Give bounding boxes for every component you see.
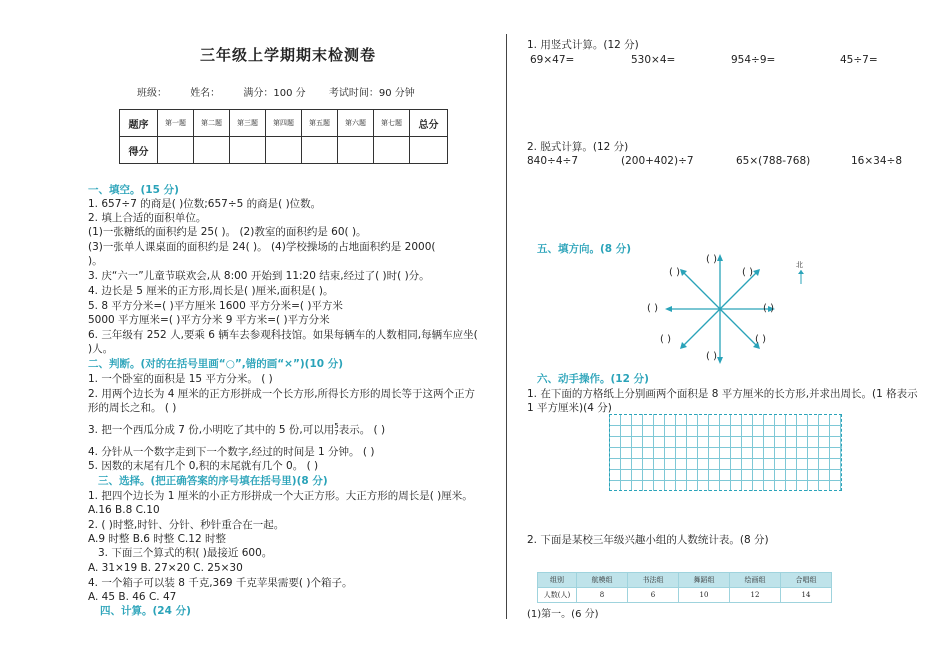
s1-line: 2. 填上合适的面积单位。: [88, 212, 207, 224]
r2-expr: 840÷4÷7: [527, 155, 578, 167]
section-1-heading: 一、填空。(15 分): [88, 184, 179, 196]
s2-line: 5. 因数的末尾有几个 0,积的末尾就有几个 0。 ( ): [88, 460, 319, 472]
s1-line: 1. 657÷7 的商是( )位数;657÷5 的商是( )位数。: [88, 198, 322, 210]
score-cell[interactable]: [338, 137, 374, 164]
s2-q3-text-b: 表示。 ( ): [338, 424, 386, 436]
class-label: 班级：: [137, 88, 167, 99]
section-2-heading: 二、判断。(对的在括号里画“○”,错的画“×”)(10 分): [88, 358, 344, 370]
score-total-head: 总分: [410, 110, 448, 137]
score-col: 第四题: [266, 110, 302, 137]
stat-header: 舞蹈组: [679, 573, 730, 588]
score-col: 第一题: [158, 110, 194, 137]
r1-heading: 1. 用竖式计算。(12 分): [527, 39, 639, 51]
s3-line: 3. 下面三个算式的积( )最接近 600。: [98, 547, 273, 559]
direction-blank-se[interactable]: ( ): [755, 334, 766, 345]
s2-line: 1. 一个卧室的面积是 15 平方分米。 ( ): [88, 373, 273, 385]
score-cell[interactable]: [302, 137, 338, 164]
north-arrow-icon: [798, 270, 804, 284]
r2-expr: (200+402)÷7: [621, 155, 694, 167]
s1-line: 3. 庆“六一”儿童节联欢会,从 8:00 开始到 11:20 结束,经过了( )时( )分。: [88, 270, 430, 282]
direction-blank-e[interactable]: ( ): [763, 303, 774, 314]
direction-blank-w[interactable]: ( ): [647, 303, 658, 314]
exam-time: 考试时间：90 分钟: [328, 88, 415, 99]
compass-rose: [663, 252, 777, 366]
section-4-heading: 四、计算。(24 分): [100, 605, 191, 617]
stat-cell: 14: [781, 588, 832, 603]
north-label: 北: [796, 261, 803, 269]
score-cell[interactable]: [410, 137, 448, 164]
arrowhead: [717, 254, 723, 261]
score-cell[interactable]: [230, 137, 266, 164]
direction-blank-s[interactable]: ( ): [706, 351, 717, 362]
s6-q1-line2: 1 平方厘米)(4 分): [527, 402, 612, 414]
s6-q1-line1: 1. 在下面的方格纸上分别画两个面积是 8 平方厘米的长方形,并求出周长。(1 格表示: [527, 388, 918, 400]
fraction-denominator: 7: [334, 429, 339, 437]
score-col: 第三题: [230, 110, 266, 137]
section-6-heading: 六、动手操作。(12 分): [537, 373, 649, 385]
direction-blank-n[interactable]: ( ): [706, 254, 717, 265]
s3-line: 4. 一个箱子可以装 8 千克,369 千克苹果需要( )个箱子。: [88, 577, 353, 589]
s3-line: A. 31×19 B. 27×20 C. 25×30: [88, 562, 243, 574]
s3-line: 2. ( )时整,时针、分针、秒针重合在一起。: [88, 519, 285, 531]
s2-line: 4. 分针从一个数字走到下一个数字,经过的时间是 1 分钟。 ( ): [88, 446, 375, 458]
s2-q3: [88, 423, 385, 437]
cut-off-line: (1)第一。(6 分): [527, 609, 599, 620]
s6-q2: 2. 下面是某校三年级兴趣小组的人数统计表。(8 分): [527, 534, 769, 546]
arrow-southwest: [683, 309, 720, 346]
stat-header: 组别: [538, 573, 577, 588]
r2-expr: 65×(788-768): [736, 155, 811, 167]
section-3-heading: 三、选择。(把正确答案的序号填在括号里)(8 分): [98, 475, 328, 487]
score-col: 第五题: [302, 110, 338, 137]
name-label: 姓名：: [190, 88, 221, 99]
score-col: 第二题: [194, 110, 230, 137]
score-cell[interactable]: [194, 137, 230, 164]
stat-header: 航模组: [577, 573, 628, 588]
s1-line: (3)一张单人课桌面的面积约是 24( )。 (4)学校操场的占地面积约是 2000(: [88, 241, 436, 253]
s2-line: 形的周长之和。 ( ): [88, 402, 177, 414]
exam-info: [137, 84, 435, 99]
arrowhead: [665, 306, 672, 312]
s1-line: 5. 8 平方分米=( )平方厘米 1600 平方分米=( )平方米: [88, 300, 343, 312]
stat-header: 绘画组: [730, 573, 781, 588]
stat-cell: 6: [628, 588, 679, 603]
s1-line: )。: [88, 255, 103, 267]
north-marker: [796, 260, 804, 284]
square-grid-paper[interactable]: [609, 414, 842, 491]
stats-table: [537, 572, 832, 603]
s1-line: 6. 三年级有 252 人,要乘 6 辆车去参观科技馆。如果每辆车的人数相同,每辆车应坐(: [88, 329, 478, 341]
s1-line: 4. 边长是 5 厘米的正方形,周长是( )厘米,面积是( )。: [88, 285, 334, 297]
stat-cell: 10: [679, 588, 730, 603]
stat-header: 书法组: [628, 573, 679, 588]
s2-q3-text-a: 3. 把一个西瓜分成 7 份,小明吃了其中的 5 份,可以用: [88, 424, 335, 436]
s3-line: A. 45 B. 46 C. 47: [88, 591, 177, 603]
score-col: 第七题: [374, 110, 410, 137]
score-table: [119, 109, 448, 164]
column-divider: [506, 34, 507, 619]
r1-expr: 954÷9=: [731, 54, 776, 66]
direction-blank-ne[interactable]: ( ): [742, 267, 753, 278]
score-col: 第六题: [338, 110, 374, 137]
r2-expr: 16×34÷8: [851, 155, 902, 167]
section-5-heading: 五、填方向。(8 分): [537, 243, 632, 255]
s3-line: A.16 B.8 C.10: [88, 504, 160, 516]
s3-line: A.9 时整 B.6 时整 C.12 时整: [88, 533, 226, 545]
score-row2-head: 得分: [120, 137, 158, 164]
r1-expr: 45÷7=: [840, 54, 878, 66]
arrow-southeast: [720, 309, 757, 346]
page-title: 三年级上学期期末检测卷: [200, 46, 377, 64]
s2-line: 2. 用两个边长为 4 厘米的正方形拼成一个长方形,所得长方形的周长等于这两个正方: [88, 388, 476, 400]
stat-cell: 8: [577, 588, 628, 603]
direction-blank-sw[interactable]: ( ): [660, 334, 671, 345]
score-cell[interactable]: [374, 137, 410, 164]
s1-line: )人。: [88, 343, 114, 355]
arrow-northwest: [683, 272, 720, 309]
s3-line: 1. 把四个边长为 1 厘米的小正方形拼成一个大正方形。大正方形的周长是( )厘米。: [88, 490, 473, 502]
s1-line: 5000 平方厘米=( )平方分米 9 平方米=( )平方分米: [88, 314, 330, 326]
stat-cell: 12: [730, 588, 781, 603]
stat-header: 合唱组: [781, 573, 832, 588]
full-score: 满分：100 分: [243, 88, 306, 99]
score-cell[interactable]: [158, 137, 194, 164]
s1-line: (1)一张糖纸的面积约是 25( )。 (2)教室的面积约是 60( )。: [88, 226, 367, 238]
score-cell[interactable]: [266, 137, 302, 164]
fraction-numerator: 5: [334, 422, 339, 430]
score-row-head: 题序: [120, 110, 158, 137]
arrowhead: [717, 357, 723, 364]
r1-expr: 530×4=: [631, 54, 676, 66]
stat-cell: 人数(人): [538, 588, 577, 603]
r1-expr: 69×47=: [530, 54, 575, 66]
direction-blank-nw[interactable]: ( ): [669, 267, 680, 278]
r2-heading: 2. 脱式计算。(12 分): [527, 141, 629, 153]
